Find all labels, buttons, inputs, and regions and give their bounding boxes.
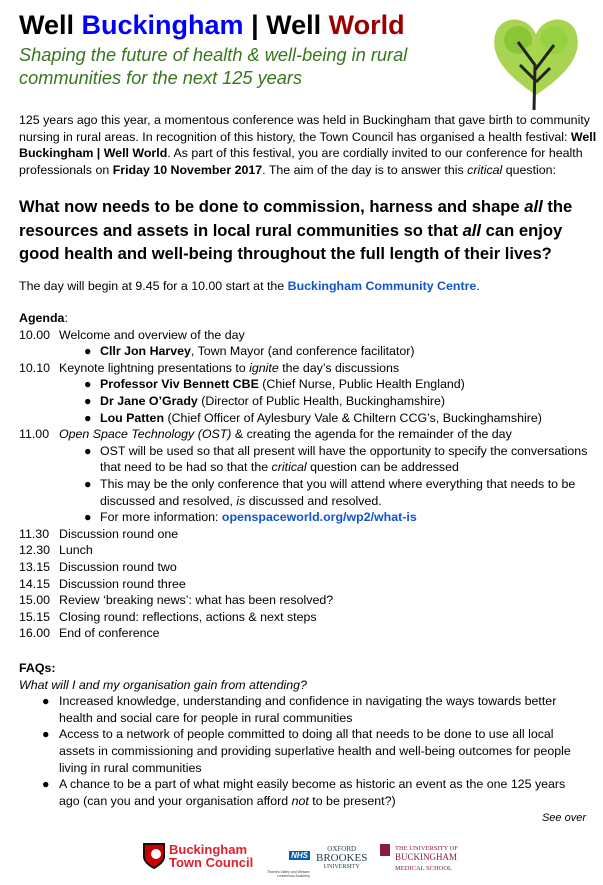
- ost-item: ● For more information: openspaceworld.org/wp2/what-is: [84, 510, 417, 525]
- agenda-time: 16.00: [19, 626, 51, 641]
- agenda-item: [19, 559, 589, 576]
- agenda-time: 14.15: [19, 576, 51, 591]
- agenda-text: Lunch: [59, 543, 93, 558]
- nhs-logo: NHS Thames Valley and Wessex Leadership Academy: [266, 851, 310, 878]
- crest-icon: [380, 844, 390, 856]
- agenda-text: Discussion round three: [59, 576, 186, 591]
- speaker-item: ● Cllr Jon Harvey, Town Mayor (and conference facilitator): [84, 344, 415, 359]
- ost-item: ● This may be the only conference that you will attend where everything that needs to be discussed and resolved, is discussed and resolved.: [84, 476, 576, 508]
- faq-item: ● A chance to be a part of what might easily become as historic an event as the one 125 years ago (can you and your organisation afford not to be present?): [42, 777, 566, 808]
- subtitle: Shaping the future of health & well-being in rural communities for the next 125 years: [19, 45, 408, 88]
- agenda-time: 12.30: [19, 543, 51, 558]
- faq-item: ● Increased knowledge, understanding and confidence in navigating the ways towards better health and social care for people in rural communities: [42, 694, 557, 725]
- faqs: FAQs: What will I and my organisation gain from attending? ● Increased knowledge, understanding and confidence in navigating the ways towards better health and social care for people in rural communities ● Access to a network of people committed to doing all that needs to be done to use all local assets in commissioning and providing superlative health and well-being outcomes for people living in rural communities ● A chance to be a part of what might easily become as historic an event as the one 125 years ago (can you and your organisation afford not to be present?): [19, 660, 589, 809]
- agenda-text: End of conference: [59, 626, 160, 641]
- agenda-item: [19, 625, 589, 642]
- agenda-item: [19, 542, 589, 559]
- agenda-text: Discussion round one: [59, 526, 179, 541]
- agenda-item: [19, 592, 589, 609]
- oxford-brookes-logo: OXFORD BROOKES UNIVERSITY: [316, 845, 368, 870]
- agenda-item: 10.10 Keynote lightning presentations to ignite the day’s discussions: [19, 360, 400, 375]
- agenda-text: Closing round: reflections, actions & next steps: [59, 609, 317, 624]
- venue-link[interactable]: Buckingham Community Centre: [287, 279, 477, 293]
- faq-item: ● Access to a network of people committed to doing all that needs to be done to use all local assets in commissioning and providing superlative health and well-being outcomes for people living in rural communities: [42, 727, 571, 775]
- key-question: What now needs to be done to commission, harness and shape all the resources and assets in local rural communities so that all can enjoy good health and well-being throughout the full length of their lives?: [19, 197, 573, 263]
- see-over: See over: [541, 812, 586, 824]
- agenda-item: [19, 609, 589, 626]
- shield-icon: [143, 843, 165, 869]
- university-of-buckingham-logo: THE UNIVERSITY OF BUCKINGHAM MEDICAL SCHOOL: [380, 844, 458, 873]
- agenda-item: 10.00 Welcome and overview of the day: [19, 327, 245, 342]
- buckingham-town-council-logo: Buckingham Town Council: [143, 843, 253, 869]
- agenda-text: Discussion round two: [59, 559, 177, 574]
- agenda-item: [19, 576, 589, 593]
- agenda-item: 11.00 Open Space Technology (OST) & creating the agenda for the remainder of the day: [19, 427, 512, 442]
- agenda-time: 15.15: [19, 609, 51, 624]
- agenda-time: 11.30: [19, 526, 50, 541]
- speaker-item: ● Professor Viv Bennett CBE (Chief Nurse, Public Health England): [84, 377, 465, 392]
- intro-paragraph: 125 years ago this year, a momentous conference was held in Buckingham that gave birth to community nursing in rural areas. In recognition of this history, the Town Council has organised a health festival: Well Buckingham | Well World. As part of this festival, you are cordially invited to our conference for health professionals on Friday 10 November 2017. The aim of the day is to answer this critical question:: [19, 113, 597, 177]
- agenda-text: Review ‘breaking news’: what has been resolved?: [59, 593, 334, 608]
- agenda: Agenda : 10.00 Welcome and overview of the day ● Cllr Jon Harvey, Town Mayor (and conference facilitator) 10.10 Keynote lightning presentations to ignite the day’s discussions ● Professor Viv Bennett CBE (Chief Nurse, Public Health England) ● Dr Jane O’Grady (Director of Public Health, Buckinghamshire) ● Lou Patten (Chief Officer of Aylesbury Vale & Chiltern CCG’s, Buckinghamshire) 11.00 Open Space Technology (OST) & creating the agenda for the remainder of the day ● OST will be used so that all present will have the opportunity to specify the conversations that need to be had so that the critical question can be addressed ● This may be the only conference that you will attend where everything that needs to be discussed and resolved, is discussed and resolved. ● For more information: openspaceworld.org/wp2/what-is 11.30 Discussion round one 12.30 Lunch 13.15 Discussion round two 14.15 Discussion round three 15.00 Review ‘breaking news’: what has been resolved? 15.15 Closing round: reflections, actions & next steps 16.00 End of conference: [19, 311, 588, 641]
- ost-item: ● OST will be used so that all present will have the opportunity to specify the conversations that need to be had so that the critical question can be addressed: [84, 443, 588, 475]
- ost-link[interactable]: openspaceworld.org/wp2/what-is: [221, 510, 417, 525]
- heart-tree-icon: [488, 10, 584, 110]
- start-info: The day will begin at 9.45 for a 10.00 start at the Buckingham Community Centre.: [19, 279, 480, 293]
- speaker-item: ● Lou Patten (Chief Officer of Aylesbury Vale & Chiltern CCG’s, Buckinghamshire): [84, 410, 542, 425]
- agenda-time: 13.15: [19, 559, 51, 574]
- page-title: Well Buckingham | Well World: [19, 10, 405, 40]
- agenda-time: 15.00: [19, 593, 51, 608]
- agenda-item: [19, 526, 589, 543]
- speaker-item: ● Dr Jane O’Grady (Director of Public Health, Buckinghamshire): [84, 393, 446, 408]
